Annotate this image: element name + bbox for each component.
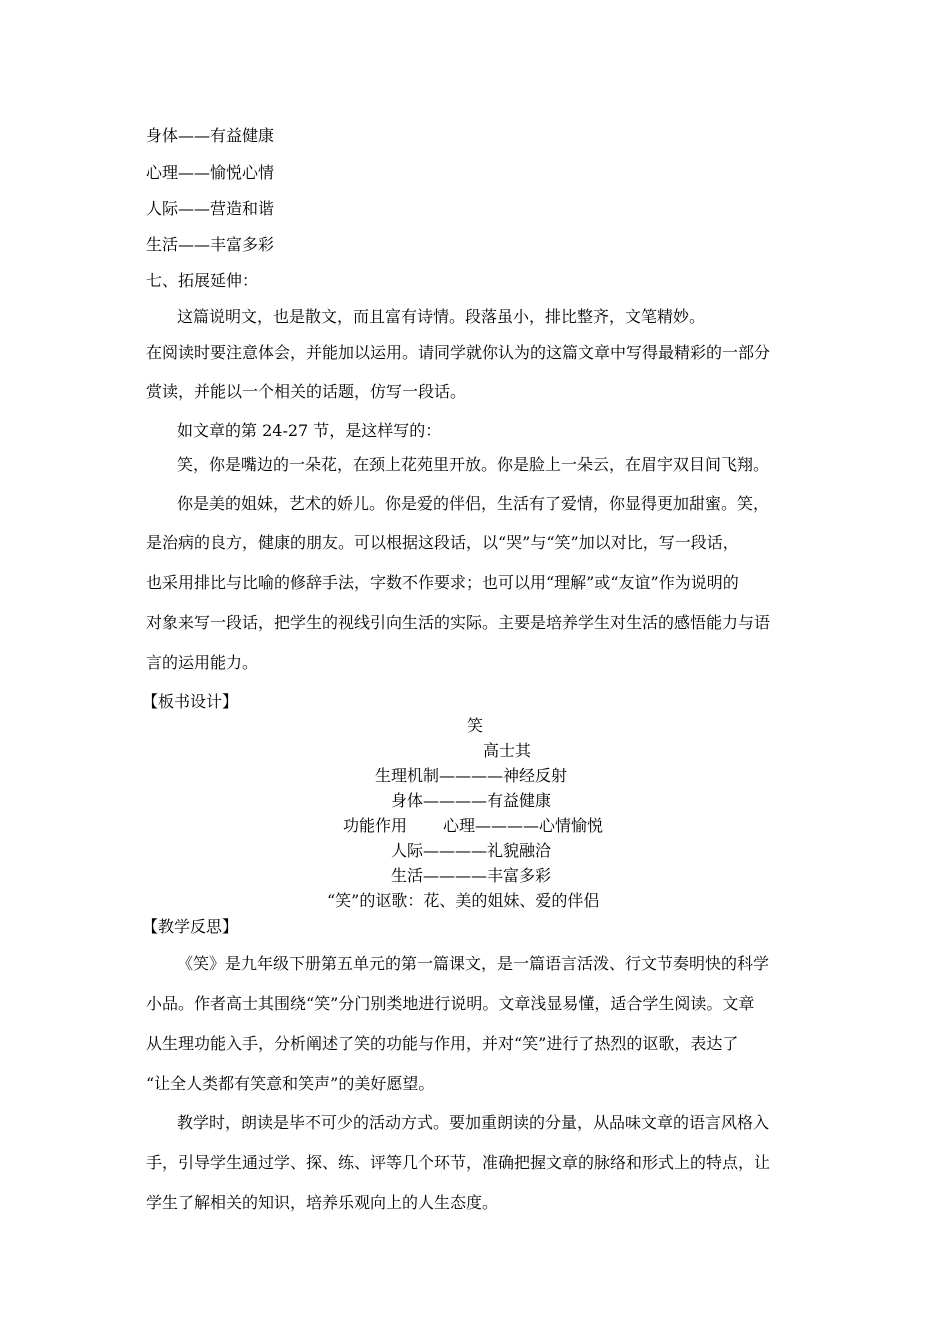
summary-line-mind: 心理——愉悦心情 [146, 163, 275, 182]
paragraph-line: 如文章的第 24-27 节，是这样写的： [177, 421, 442, 440]
paragraph-line: 在阅读时要注意体会，并能加以运用。请同学就你认为的这篇文章中写得最精彩的一部分 [146, 343, 771, 362]
board-line-life: 生活————丰富多彩 [391, 866, 552, 885]
reflection-line: 学生了解相关的知识，培养乐观向上的人生态度。 [146, 1193, 499, 1212]
board-design-heading: 【板书设计】 [142, 692, 239, 711]
paragraph-line: 也采用排比与比喻的修辞手法，字数不作要求；也可以用“理解”或“友谊”作为说明的 [146, 573, 739, 592]
board-title: 笑 [467, 716, 484, 735]
paragraph-line: 对象来写一段话，把学生的视线引向生活的实际。主要是培养学生对生活的感悟能力与语 [146, 613, 771, 632]
summary-line-life: 生活——丰富多彩 [146, 235, 275, 254]
summary-line-body: 身体——有益健康 [146, 126, 275, 145]
quote-line: 你是美的姐妹，艺术的娇儿。你是爱的伴侣，生活有了爱情，你显得更加甜蜜。笑， [177, 494, 770, 513]
reflection-heading: 【教学反思】 [142, 917, 239, 936]
board-line-social: 人际————礼貌融洽 [391, 841, 552, 860]
board-line-mind: 心理————心情愉悦 [443, 816, 604, 835]
reflection-line: 从生理功能入手，分析阐述了笑的功能与作用，并对“笑”进行了热烈的讴歌，表达了 [146, 1034, 739, 1053]
reflection-line: 教学时，朗读是毕不可少的活动方式。要加重朗读的分量，从品味文章的语言风格入 [177, 1113, 770, 1132]
paragraph-line: 这篇说明文，也是散文，而且富有诗情。段落虽小，排比整齐，文笔精妙。 [177, 307, 706, 326]
board-line-function-label: 功能作用 [343, 816, 408, 835]
summary-line-social: 人际——营造和谐 [146, 199, 275, 218]
reflection-line: “让全人类都有笑意和笑声”的美好愿望。 [146, 1074, 435, 1093]
reflection-line: 小品。作者高士其围绕“笑”分门别类地进行说明。文章浅显易懂，适合学生阅读。文章 [146, 994, 755, 1013]
paragraph-line: 赏读，并能以一个相关的话题，仿写一段话。 [146, 382, 467, 401]
paragraph-line: 言的运用能力。 [146, 653, 259, 672]
reflection-line: 《笑》是九年级下册第五单元的第一篇课文，是一篇语言活泼、行文节奏明快的科学 [177, 954, 770, 973]
board-line-praise: “笑”的讴歌：花、美的姐妹、爱的伴侣 [327, 891, 600, 910]
reflection-line: 手，引导学生通过学、探、练、评等几个环节，准确把握文章的脉络和形式上的特点，让 [146, 1153, 771, 1172]
quote-line: 笑，你是嘴边的一朵花，在颈上花苑里开放。你是脸上一朵云，在眉宇双目间飞翔。 [177, 455, 770, 474]
board-line-body: 身体————有益健康 [391, 791, 552, 810]
board-line-mechanism: 生理机制————神经反射 [375, 766, 568, 785]
board-author: 高士其 [483, 741, 532, 760]
paragraph-line: 是治病的良方，健康的朋友。可以根据这段话，以“哭”与“笑”加以对比，写一段话， [146, 533, 739, 552]
section-heading-extension: 七、拓展延伸： [146, 271, 259, 290]
